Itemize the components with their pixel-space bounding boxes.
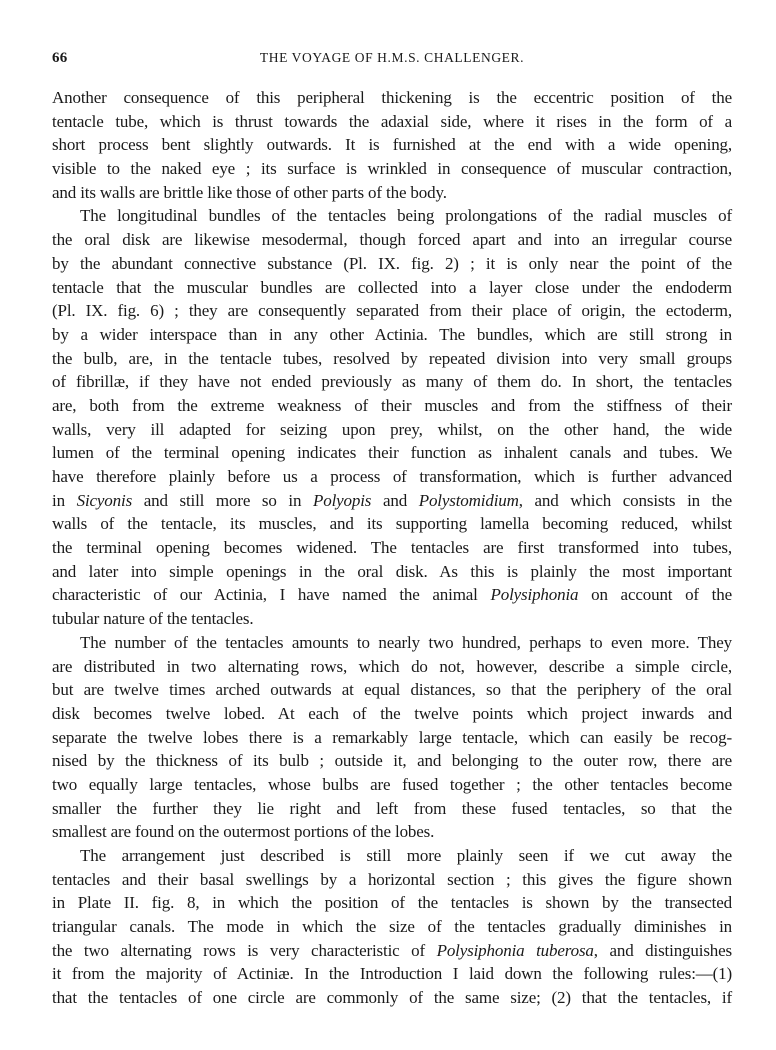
text-line xyxy=(52,820,732,844)
text-line xyxy=(52,252,732,276)
page-number: 66 xyxy=(52,50,68,66)
text-line xyxy=(52,797,732,821)
text-line xyxy=(52,607,732,631)
text-line xyxy=(52,204,732,228)
text-segment: and xyxy=(371,490,419,510)
document-page xyxy=(52,50,732,1010)
text-line xyxy=(52,655,732,679)
text-segment: smaller the further they lie right and left from these fused tentacles, so that the xyxy=(52,798,732,818)
text-line xyxy=(52,773,732,797)
text-line xyxy=(52,418,732,442)
text-segment: walls, very ill adapted for seizing upon prey, whilst, on the other hand, the wide xyxy=(52,419,732,439)
paragraph xyxy=(52,86,732,204)
text-segment: are, both from the extreme weakness of their muscles and from the stiffness of their xyxy=(52,395,732,415)
running-title: THE VOYAGE OF H.M.S. CHALLENGER. xyxy=(259,50,525,65)
text-segment: the terminal opening becomes widened. The tentacles are first transformed into tubes, xyxy=(52,538,732,558)
text-segment: The longitudinal bundles of the tentacles being prolongations of the radial muscles of xyxy=(80,206,732,226)
text-segment: lumen of the terminal opening indicates their function as inhalent canals and tubes. We xyxy=(52,443,732,463)
text-line xyxy=(52,157,732,181)
paragraph xyxy=(52,204,732,630)
text-line xyxy=(52,702,732,726)
text-segment: (Pl. IX. fig. 6) ; they are consequently separated from their place of origin, the ectoderm, xyxy=(52,301,732,321)
text-segment: triangular canals. The mode in which the size of the tentacles gradually diminishes in xyxy=(52,917,732,937)
text-segment: by the abundant connective substance (Pl. IX. fig. 2) ; it is only near the point of the xyxy=(52,253,732,273)
italic-term: Polyopis xyxy=(312,490,372,510)
text-segment: in xyxy=(52,490,77,510)
text-segment: in Plate II. fig. 8, in which the position of the tentacles is shown by the transected xyxy=(52,893,732,913)
italic-term: Polysiphonia xyxy=(490,585,579,605)
text-segment: two equally large tentacles, whose bulbs are fused together ; the other tentacles become xyxy=(52,774,732,794)
text-line xyxy=(52,844,732,868)
italic-term: Polysiphonia tuberosa xyxy=(436,940,594,960)
text-segment: , and which consists in the xyxy=(518,490,732,510)
paragraph xyxy=(52,844,732,1010)
text-line xyxy=(52,276,732,300)
text-segment: the oral disk are likewise mesodermal, though forced apart and into an irregular course xyxy=(52,230,732,250)
text-line xyxy=(52,489,732,513)
text-line xyxy=(52,560,732,584)
text-segment: tentacle tube, which is thrust towards the adaxial side, where it rises in the form of a xyxy=(52,111,732,131)
text-line xyxy=(52,394,732,418)
text-line xyxy=(52,962,732,986)
text-segment: short process bent slightly outwards. It is furnished at the end with a wide opening, xyxy=(52,135,732,155)
text-line xyxy=(52,441,732,465)
text-line xyxy=(52,726,732,750)
text-segment: the bulb, are, in the tentacle tubes, resolved by repeated division into very small groups xyxy=(52,348,732,368)
text-line xyxy=(52,370,732,394)
text-segment: , and distinguishes xyxy=(593,940,732,960)
text-segment: characteristic of our Actinia, I have named the animal xyxy=(52,585,491,605)
italic-term: Sicyonis xyxy=(76,490,133,510)
text-line xyxy=(52,986,732,1010)
page-header xyxy=(52,50,732,72)
text-segment: that the tentacles of one circle are commonly of the same size; (2) that the tentacles, if xyxy=(52,988,732,1008)
text-line xyxy=(52,181,732,205)
text-line xyxy=(52,465,732,489)
text-line xyxy=(52,110,732,134)
text-line xyxy=(52,891,732,915)
body-text xyxy=(52,86,732,1010)
italic-term: Polystomidium xyxy=(418,490,519,510)
text-line xyxy=(52,678,732,702)
text-segment: The arrangement just described is still more plainly seen if we cut away the xyxy=(80,846,732,865)
text-segment: walls of the tentacle, its muscles, and its supporting lamella becoming reduced, whilst xyxy=(52,514,732,534)
text-line xyxy=(52,749,732,773)
text-segment: visible to the naked eye ; its surface is wrinkled in consequence of muscular contraction, xyxy=(52,159,732,179)
text-line xyxy=(52,536,732,560)
text-line xyxy=(52,868,732,892)
text-segment: The number of the tentacles amounts to nearly two hundred, perhaps to even more. They xyxy=(80,632,732,652)
text-segment: on account of the xyxy=(578,585,732,605)
text-segment: and still more so in xyxy=(132,490,313,510)
text-line xyxy=(52,512,732,536)
text-line xyxy=(52,583,732,607)
text-line xyxy=(52,347,732,371)
text-line xyxy=(52,631,732,655)
text-segment: have therefore plainly before us a process of transformation, which is further advanced xyxy=(52,467,732,486)
paragraph xyxy=(52,631,732,844)
text-segment: separate the twelve lobes there is a remarkably large tentacle, which can easily be recog- xyxy=(52,727,732,747)
text-segment: nised by the thickness of its bulb ; outside it, and belonging to the outer row, there are xyxy=(52,751,732,771)
text-line xyxy=(52,228,732,252)
text-segment: Another consequence of this peripheral thickening is the eccentric position of the xyxy=(52,88,732,107)
text-segment: are distributed in two alternating rows, which do not, however, describe a simple circle, xyxy=(52,656,732,676)
text-segment: and its walls are brittle like those of other parts of the body. xyxy=(52,182,447,202)
text-line xyxy=(52,939,732,963)
text-line xyxy=(52,915,732,939)
text-segment: of fibrillæ, if they have not ended previously as many of them do. In short, the tentacles xyxy=(52,372,732,392)
text-segment: tentacle that the muscular bundles are collected into a layer close under the endoderm xyxy=(52,277,732,297)
text-line xyxy=(52,323,732,347)
text-segment: it from the majority of Actiniæ. In the Introduction I laid down the following rules:—(1) xyxy=(52,964,732,984)
text-segment: smallest are found on the outermost portions of the lobes. xyxy=(52,822,435,842)
text-segment: tubular nature of the tentacles. xyxy=(52,609,254,629)
text-line xyxy=(52,86,732,110)
text-line xyxy=(52,133,732,157)
text-segment: and later into simple openings in the oral disk. As this is plainly the most important xyxy=(52,561,732,581)
text-line xyxy=(52,299,732,323)
text-segment: by a wider interspace than in any other Actinia. The bundles, which are still strong in xyxy=(52,324,732,344)
text-segment: the two alternating rows is very characteristic of xyxy=(52,940,437,960)
text-segment: tentacles and their basal swellings by a horizontal section ; this gives the figure shown xyxy=(52,869,732,889)
text-segment: disk becomes twelve lobed. At each of the twelve points which project inwards and xyxy=(52,703,732,723)
text-segment: but are twelve times arched outwards at equal distances, so that the periphery of the oral xyxy=(52,680,732,700)
